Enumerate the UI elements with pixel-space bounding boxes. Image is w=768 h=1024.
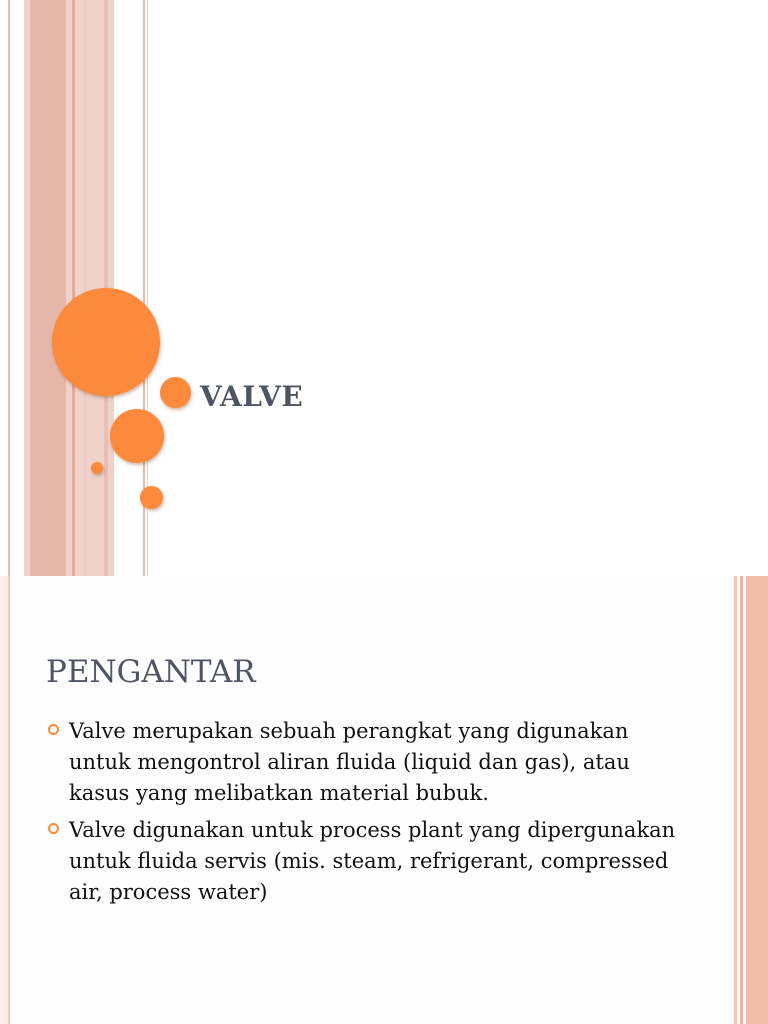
bullet-text: Valve merupakan sebuah perangkat yang digunakan untuk mengontrol aliran fluida (liquid dan gas), atau kasus yang melibatkan material bubuk. <box>69 719 630 805</box>
decorative-circle-tiny <box>91 462 103 474</box>
decorative-circle-small <box>160 377 191 408</box>
slide-heading: PENGANTAR <box>46 654 256 690</box>
bullet-item <box>46 716 686 809</box>
ring-bullet-icon <box>48 724 59 735</box>
decorative-circle-small <box>140 486 163 509</box>
decorative-stripe <box>84 0 86 576</box>
decorative-stripe <box>8 0 10 576</box>
slide-content <box>0 576 768 1024</box>
decorative-stripe <box>0 576 8 1024</box>
slide-title-text: VALVE <box>200 380 304 413</box>
bullet-text: Valve digunakan untuk process plant yang dipergunakan untuk fluida servis (mis. steam, refrigerant, compressed air, process water) <box>69 818 676 904</box>
decorative-circle-large <box>52 288 160 396</box>
decorative-circle-medium <box>110 409 164 463</box>
bullet-list <box>46 716 686 914</box>
decorative-stripe <box>746 576 768 1024</box>
decorative-stripe <box>30 0 66 576</box>
decorative-stripe <box>72 0 75 576</box>
bullet-item <box>46 815 686 908</box>
decorative-stripe <box>8 576 10 1024</box>
decorative-stripe <box>734 576 737 1024</box>
ring-bullet-icon <box>48 823 59 834</box>
decorative-stripe <box>740 576 743 1024</box>
